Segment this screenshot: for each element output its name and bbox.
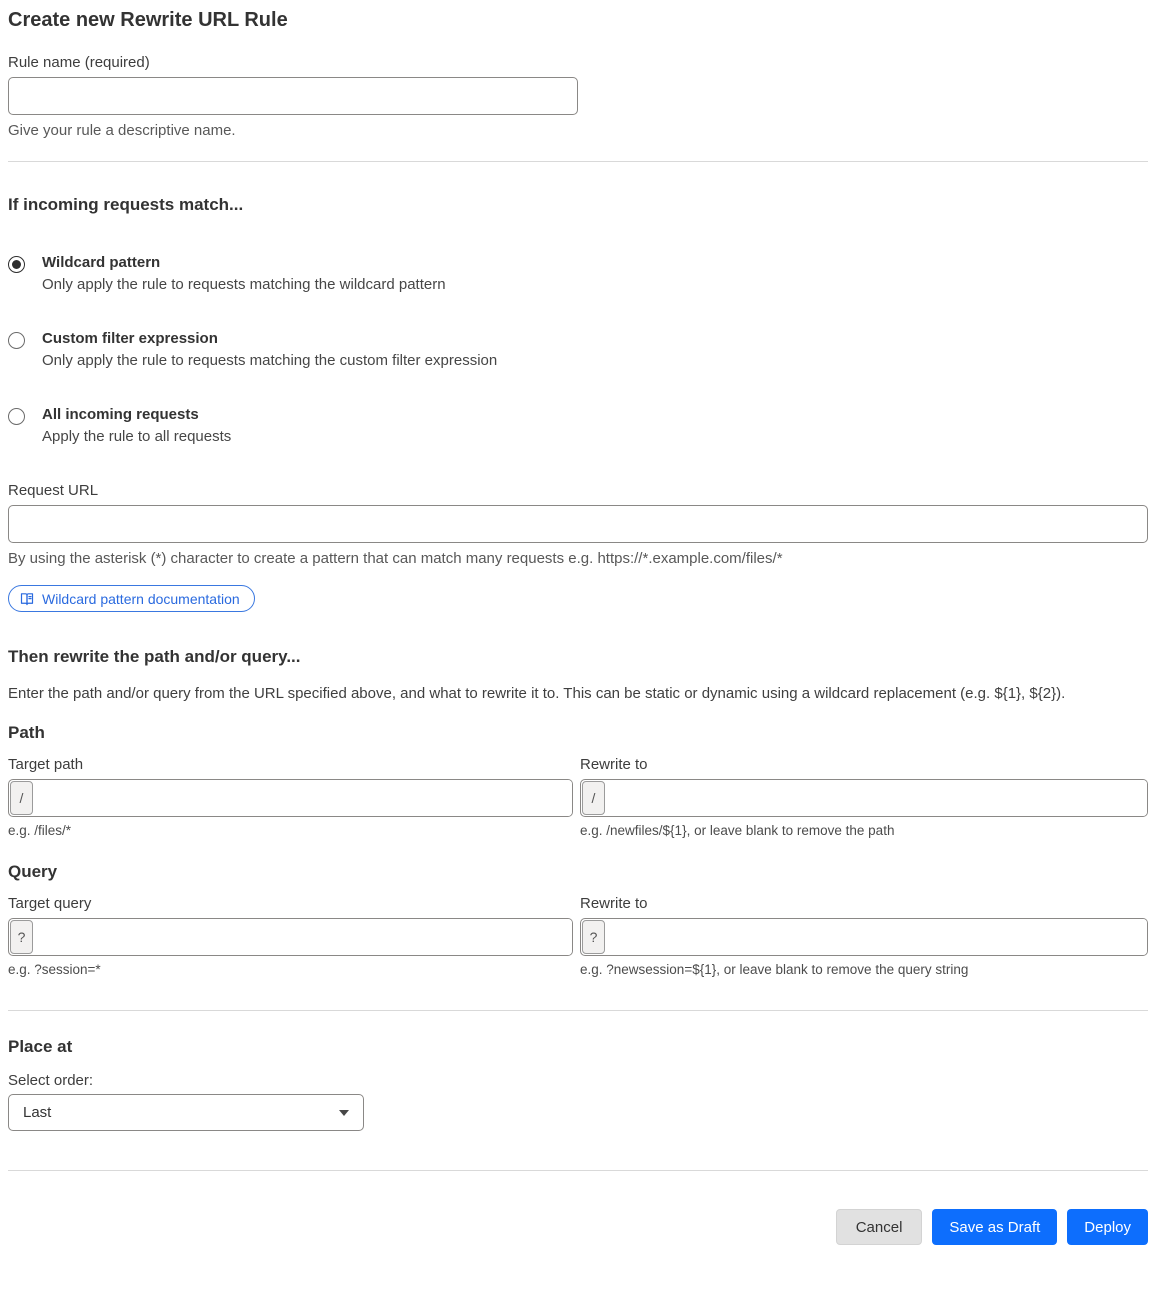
- target-path-input-group: [8, 779, 573, 817]
- divider: [8, 161, 1148, 162]
- path-rewrite-to-helper: e.g. /newfiles/${1}, or leave blank to remove the path: [580, 823, 895, 838]
- slash-prefix: /: [10, 781, 33, 815]
- radio-description: Apply the rule to all requests: [42, 428, 232, 445]
- wildcard-docs-button[interactable]: [8, 585, 255, 612]
- radio-label: Custom filter expression: [42, 330, 218, 347]
- target-path-input[interactable]: [34, 780, 572, 816]
- rewrite-section-description: Enter the path and/or query from the URL specified above, and what to rewrite it to. This can be static or dynamic using a wildcard replacement (e.g. ${1}, ${2}).: [8, 685, 1066, 702]
- radio-description: Only apply the rule to requests matching the custom filter expression: [42, 352, 498, 369]
- wildcard-docs-button-label: Wildcard pattern documentation: [42, 590, 240, 607]
- radio-option-custom-filter-expression[interactable]: [8, 330, 1148, 369]
- chevron-down-icon: [339, 1110, 349, 1116]
- query-rewrite-to-helper: e.g. ?newsession=${1}, or leave blank to remove the query string: [580, 962, 969, 977]
- target-path-helper: e.g. /files/*: [8, 823, 72, 838]
- target-query-input-group: [8, 918, 573, 956]
- select-order-label: Select order:: [8, 1072, 94, 1089]
- radio-option-wildcard-pattern[interactable]: [8, 254, 1148, 293]
- path-fields: [8, 756, 1148, 838]
- radio-description: Only apply the rule to requests matching the wildcard pattern: [42, 276, 446, 293]
- path-rewrite-to-input[interactable]: [606, 780, 1147, 816]
- question-mark-prefix: ?: [582, 920, 605, 954]
- match-section-heading: If incoming requests match...: [8, 195, 244, 214]
- slash-prefix: /: [582, 781, 605, 815]
- path-rewrite-to-input-group: [580, 779, 1148, 817]
- target-path-label: Target path: [8, 756, 84, 773]
- rule-name-helper: Give your rule a descriptive name.: [8, 122, 236, 139]
- path-heading: Path: [8, 723, 45, 742]
- target-query-label: Target query: [8, 895, 92, 912]
- rewrite-section-heading: Then rewrite the path and/or query...: [8, 647, 301, 666]
- match-radio-group: [8, 254, 1148, 445]
- book-icon: [19, 591, 35, 607]
- question-mark-prefix: ?: [10, 920, 33, 954]
- save-as-draft-button[interactable]: Save as Draft: [932, 1209, 1057, 1245]
- request-url-helper: By using the asterisk (*) character to create a pattern that can match many requests e.g. https://*.example.com/files/*: [8, 550, 783, 567]
- query-fields: [8, 895, 1148, 977]
- query-rewrite-to-input-group: [580, 918, 1148, 956]
- radio-button-icon[interactable]: [8, 256, 25, 273]
- query-rewrite-to-input[interactable]: [606, 919, 1147, 955]
- radio-button-icon[interactable]: [8, 332, 25, 349]
- radio-label: Wildcard pattern: [42, 254, 161, 271]
- request-url-input[interactable]: [8, 505, 1148, 543]
- radio-label: All incoming requests: [42, 406, 199, 423]
- query-rewrite-to-label: Rewrite to: [580, 895, 648, 912]
- divider: [8, 1010, 1148, 1011]
- rule-name-input[interactable]: [8, 77, 578, 115]
- cancel-button[interactable]: Cancel: [836, 1209, 923, 1245]
- place-at-heading: Place at: [8, 1037, 73, 1056]
- deploy-button[interactable]: Deploy: [1067, 1209, 1148, 1245]
- radio-button-icon[interactable]: [8, 408, 25, 425]
- target-query-helper: e.g. ?session=*: [8, 962, 101, 977]
- divider: [8, 1170, 1148, 1171]
- form-footer: [8, 1209, 1148, 1245]
- path-rewrite-to-label: Rewrite to: [580, 756, 648, 773]
- order-select[interactable]: [8, 1094, 364, 1131]
- rule-name-label: Rule name (required): [8, 54, 150, 71]
- target-query-input[interactable]: [34, 919, 572, 955]
- page-title: Create new Rewrite URL Rule: [8, 9, 288, 31]
- request-url-label: Request URL: [8, 482, 99, 499]
- order-select-value: Last: [23, 1104, 52, 1121]
- query-heading: Query: [8, 862, 58, 881]
- radio-option-all-incoming-requests[interactable]: [8, 406, 1148, 445]
